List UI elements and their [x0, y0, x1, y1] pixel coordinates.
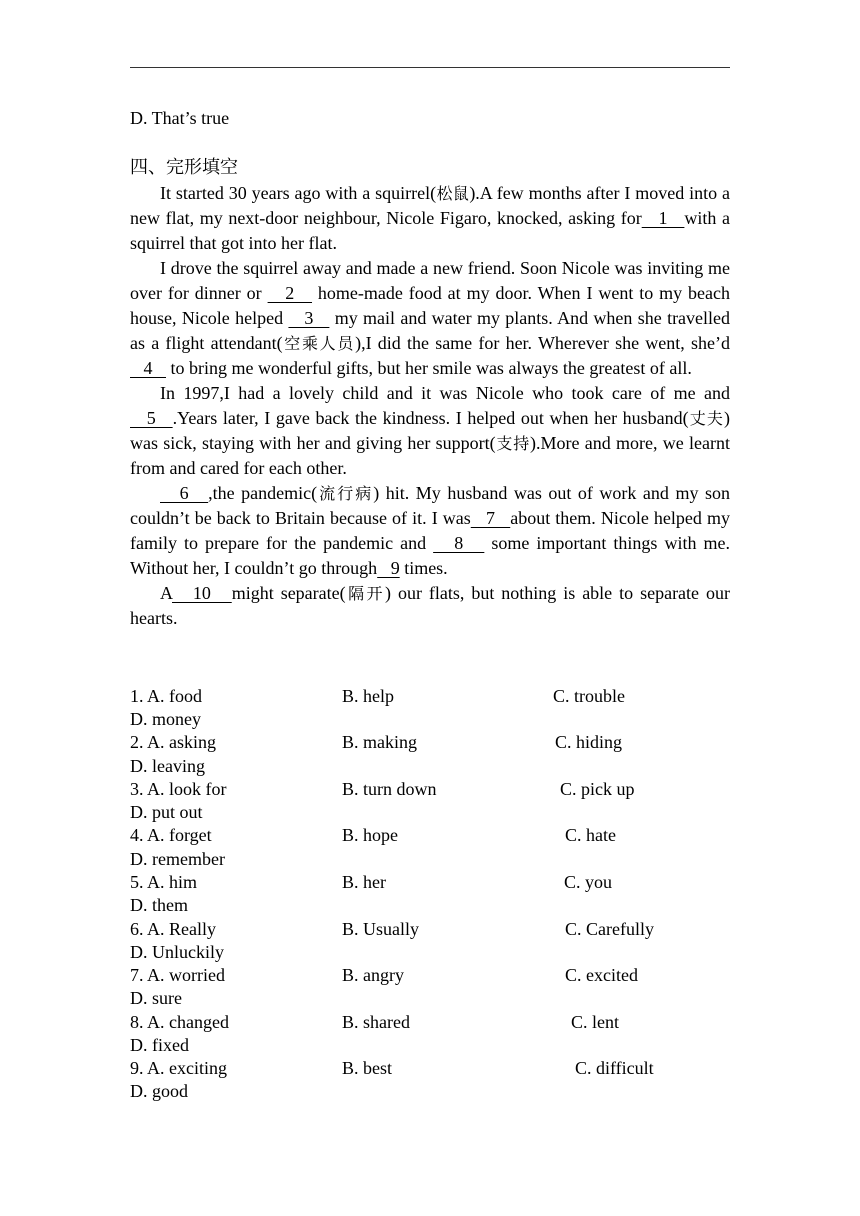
blank-10: 10	[172, 583, 232, 603]
option-d: D. leaving	[130, 756, 205, 776]
cloze-passage	[130, 181, 730, 631]
blank-8: 8	[433, 533, 485, 553]
section-title: 四、完形填空	[130, 157, 238, 177]
option-c: C. pick up	[560, 779, 635, 799]
blank-5: 5	[130, 408, 173, 428]
option-d: D. money	[130, 709, 201, 729]
option-d: D. Unluckily	[130, 942, 224, 962]
option-b: B. angry	[342, 965, 404, 985]
blank-1: 1	[641, 208, 685, 228]
option-d: D. them	[130, 895, 188, 915]
option-d: D. put out	[130, 802, 203, 822]
option-d: D. good	[130, 1081, 188, 1101]
passage-paragraph-5: A 10 might separate(隔开) our flats, but nothing is able to separate our hearts.	[130, 583, 730, 628]
option-a: 2. A. asking	[130, 732, 217, 752]
option-d: D. sure	[130, 988, 182, 1008]
option-b: B. making	[342, 732, 417, 752]
passage-paragraph-1: It started 30 years ago with a squirrel(松鼠).A few months after I moved into a new flat, my next-door neighbour, Nicole Figaro, knocked, asking for 1 with a squirrel that got into her flat.	[130, 183, 731, 253]
option-c: C. difficult	[575, 1058, 654, 1078]
blank-4: 4	[130, 358, 166, 378]
blank-9: 9	[377, 558, 400, 578]
option-c: C. Carefully	[565, 919, 654, 939]
option-b: B. turn down	[342, 779, 437, 799]
blank-3: 3	[288, 308, 330, 328]
option-c: C. trouble	[553, 686, 625, 706]
blank-7: 7	[470, 508, 511, 528]
previous-option-d: D. That’s true	[130, 108, 230, 128]
option-b: B. best	[342, 1058, 393, 1078]
option-a: 5. A. him	[130, 872, 198, 892]
option-a: 8. A. changed	[130, 1012, 229, 1032]
option-a: 7. A. worried	[130, 965, 225, 985]
option-c: C. hiding	[555, 732, 623, 752]
option-a: 3. A. look for	[130, 779, 227, 799]
option-c: C. excited	[565, 965, 638, 985]
option-b: B. her	[342, 872, 386, 892]
option-b: B. Usually	[342, 919, 420, 939]
option-a: 9. A. exciting	[130, 1058, 227, 1078]
option-c: C. hate	[565, 825, 616, 845]
passage-paragraph-2: I drove the squirrel away and made a new friend. Soon Nicole was inviting me over for dinner or 2 home-made food at my door. When I went to my beach house, Nicole helped 3 my mail and water my plants. And when she travelled as a flight attendant(空乘人员),I did the same for her. Wherever she went, she’d 4 to bring me wonderful gifts, but her smile was always the greatest of all.	[130, 258, 731, 378]
option-a: 1. A. food	[130, 686, 202, 706]
passage-paragraph-3: In 1997,I had a lovely child and it was Nicole who took care of me and 5 .Years later, I gave back the kindness. I helped out when her husband(丈夫) was sick, staying with her and giving her support(支持).More and more, we learnt from and cared for each other.	[130, 383, 730, 478]
option-a: 6. A. Really	[130, 919, 216, 939]
option-b: B. hope	[342, 825, 398, 845]
header-rule	[130, 67, 730, 68]
option-b: B. help	[342, 686, 394, 706]
option-b: B. shared	[342, 1012, 410, 1032]
option-c: C. you	[564, 872, 613, 892]
option-c: C. lent	[571, 1012, 619, 1032]
blank-6: 6	[160, 483, 209, 503]
option-d: D. fixed	[130, 1035, 189, 1055]
passage-paragraph-4: 6 ,the pandemic(流行病) hit. My husband was out of work and my son couldn’t be back to Britain because of it. I was 7 about them. Nicole helped my family to prepare for the pandemic and 8 some important things with me. Without her, I couldn’t go through 9 times.	[130, 483, 730, 578]
option-d: D. remember	[130, 849, 225, 869]
option-a: 4. A. forget	[130, 825, 212, 845]
blank-2: 2	[267, 283, 313, 303]
